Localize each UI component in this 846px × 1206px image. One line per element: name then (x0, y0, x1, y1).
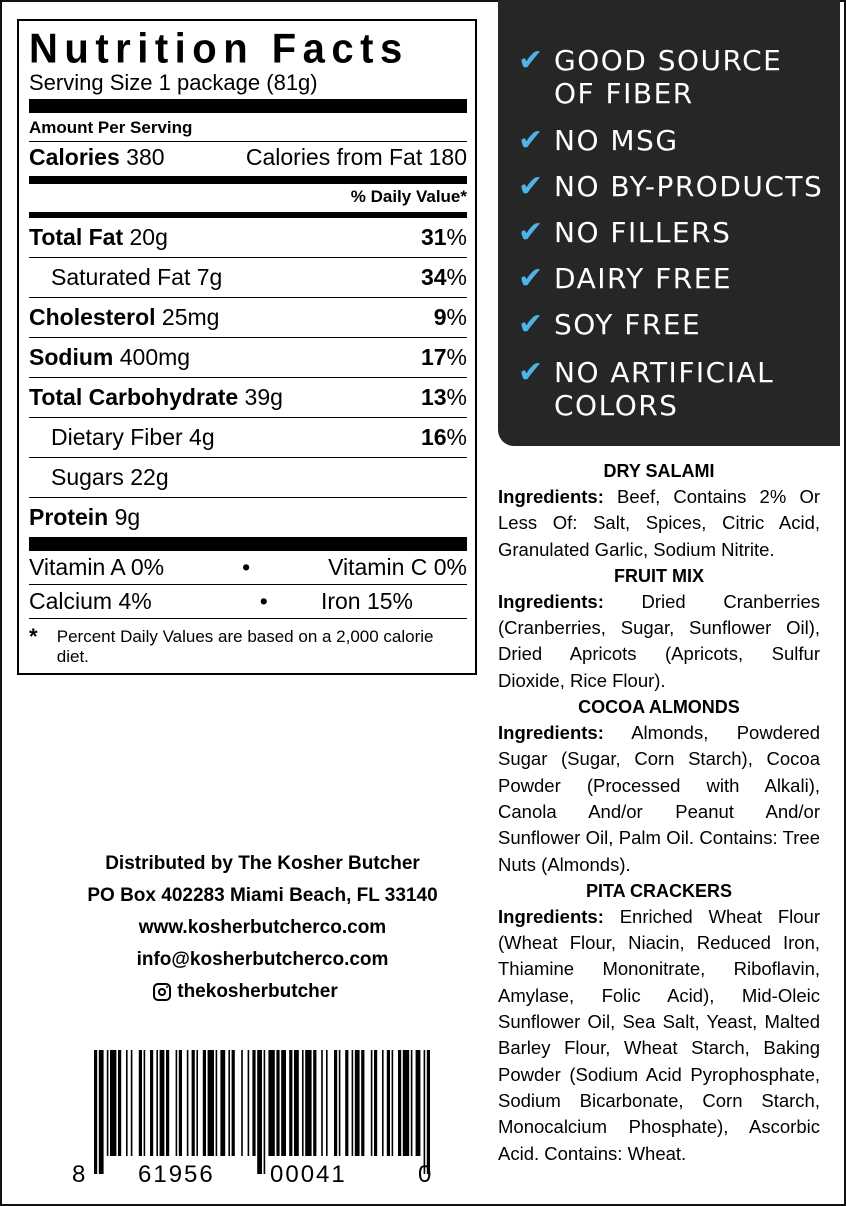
nutrient-amount: 400mg (119, 344, 191, 370)
vitamin-row (29, 551, 467, 584)
check-icon: ✔ (518, 355, 545, 390)
nutrient-label: Total Carbohydrate (29, 384, 239, 410)
ingredients-column (498, 458, 820, 1167)
nutrition-facts-title: Nutrition Facts (29, 25, 409, 73)
serving-size: Serving Size 1 package (81g) (29, 70, 318, 95)
vitamin-a: Vitamin A 0% (29, 554, 165, 580)
ingredients-label: Ingredients: (498, 905, 604, 927)
barcode-digits-left: 61956 (138, 1161, 215, 1188)
nutrient-row (29, 218, 467, 257)
calories-label: Calories (29, 144, 120, 170)
claim-text: GOOD SOURCE OF FIBER (554, 44, 783, 110)
claim-item (518, 308, 701, 341)
ingredients-text: Enriched Wheat Flour (Wheat Flour, Niacin, Reduced Iron, Thiamine Mononitrate, Riboflavin, Amylase, Folic Acid), Mid-Oleic Sunflower Oil, Sea Salt, Yeast, Malted Barley Flour, Wheat Starch, Baking Powder (Sodium Acid Pyrophosphate, Sodium Bicarbonate, Corn Starch, Monocalcium Phosphate), Ascorbic Acid. Contains: Wheat. (498, 905, 820, 1164)
claim-item (518, 262, 732, 295)
check-icon: ✔ (518, 43, 545, 78)
claim-item (518, 124, 679, 157)
barcode (72, 1050, 442, 1190)
claim-text: NO BY-PRODUCTS (554, 170, 824, 203)
nutrient-daily-value: 17% (420, 344, 467, 370)
vitamin-c: Vitamin C 0% (328, 554, 467, 580)
nutrient-row (29, 377, 467, 417)
claim-text: NO ARTIFICIAL COLORS (554, 356, 775, 422)
nutrient-label: Saturated Fat (51, 264, 191, 290)
claim-text: DAIRY FREE (554, 262, 733, 295)
amount-per-serving: Amount Per Serving (29, 118, 193, 137)
footnote-star: * (29, 624, 38, 649)
nutrient-label: Dietary Fiber (51, 424, 183, 450)
barcode-digit-end: 0 (418, 1161, 432, 1188)
nutrient-amount: 20g (129, 224, 168, 250)
divider (29, 618, 467, 619)
bullet: • (242, 554, 251, 580)
check-icon: ✔ (518, 261, 545, 296)
ingredient-section-title: DRY SALAMI (603, 461, 715, 481)
nutrient-label: Cholesterol (29, 304, 156, 330)
nutrient-row (29, 297, 467, 337)
nutrient-daily-value: 9% (433, 304, 467, 330)
nutrient-label: Sodium (29, 344, 114, 370)
ingredient-section-title: FRUIT MIX (614, 565, 704, 586)
website-link[interactable]: www.kosherbutcherco.com (138, 917, 387, 938)
nutrient-amount: 39g (244, 384, 283, 410)
nutrient-amount: 4g (189, 424, 215, 450)
bullet: • (259, 588, 268, 614)
nutrient-daily-value: 13% (420, 384, 467, 410)
distributor-name: Distributed by The Kosher Butcher (105, 853, 420, 874)
ingredients-text: Almonds, Powdered Sugar (Sugar, Corn Starch), Cocoa Powder (Processed with Alkali), Canola And/or Peanut And/or Sunflower Oil, Palm Oil. Contains: Tree Nuts (Almonds). (498, 722, 820, 875)
email-link[interactable]: info@kosherbutcherco.com (136, 949, 389, 970)
nutrient-row (29, 497, 467, 537)
calcium: Calcium 4% (29, 588, 152, 614)
barcode-digit-start: 8 (72, 1161, 86, 1188)
claims-panel (498, 0, 840, 446)
claim-item (518, 216, 731, 249)
claim-item (518, 170, 823, 203)
ingredients-text: Dried Cranberries (Cranberries, Sugar, Sunflower Oil), Dried Apricots (Apricots, Sulfur Dioxide, Rice Flour). (498, 590, 821, 691)
mineral-row (29, 585, 467, 618)
calories-row (29, 142, 467, 176)
nutrient-row (29, 257, 467, 297)
nutrient-list (29, 218, 467, 537)
nutrient-row (29, 417, 467, 457)
daily-value-header: % Daily Value* (350, 187, 467, 206)
check-icon: ✔ (518, 215, 545, 250)
instagram-icon (153, 983, 171, 1001)
calories-from-fat: Calories from Fat 180 (245, 144, 467, 170)
barcode-bars (94, 1050, 434, 1174)
nutrient-label: Protein (29, 504, 109, 530)
footnote-text: Percent Daily Values are based on a 2,000 calorie diet. (56, 627, 434, 666)
claim-item (518, 44, 782, 110)
claim-text: NO MSG (554, 124, 679, 157)
nutrient-daily-value: 16% (420, 424, 467, 450)
distributor-info (40, 848, 485, 1012)
ingredient-section-body (498, 484, 820, 563)
ingredient-section-title: COCOA ALMONDS (578, 697, 740, 718)
barcode-digits-right: 00041 (270, 1161, 347, 1188)
divider-medium (29, 176, 467, 184)
claim-text: SOY FREE (554, 308, 702, 341)
nutrition-facts-panel (17, 19, 477, 675)
claim-text: NO FILLERS (554, 216, 732, 249)
nutrient-daily-value: 31% (420, 224, 467, 250)
nutrient-amount: 9g (114, 504, 141, 530)
nutrient-label: Sugars (51, 464, 124, 490)
nutrient-label: Total Fat (29, 224, 124, 250)
ingredients-text: Beef, Contains 2% Or Less Of: Salt, Spices, Citric Acid, Granulated Garlic, Sodium Nitrite. (498, 486, 820, 560)
check-icon: ✔ (518, 123, 545, 158)
claim-item (518, 356, 774, 422)
nutrient-daily-value: 34% (420, 264, 467, 290)
iron: Iron 15% (320, 588, 413, 614)
nutrient-amount: 7g (196, 264, 223, 290)
calories-value: 380 (126, 144, 165, 170)
nutrient-row (29, 457, 467, 497)
footnote (29, 624, 467, 667)
ingredients-label: Ingredients: (498, 722, 604, 744)
ingredient-section-title: PITA CRACKERS (585, 880, 732, 901)
instagram-handle[interactable] (153, 976, 337, 1008)
ingredients-label: Ingredients: (498, 486, 604, 507)
ingredient-section-body (498, 904, 820, 1167)
divider-thick (29, 99, 467, 113)
check-icon: ✔ (518, 169, 545, 204)
nutrient-row (29, 337, 467, 377)
nutrient-amount: 22g (130, 464, 169, 490)
check-icon: ✔ (518, 307, 545, 342)
instagram-name: thekosherbutcher (177, 981, 338, 1002)
ingredients-label: Ingredients: (498, 590, 604, 612)
ingredient-section-body (498, 589, 820, 694)
ingredient-section-body (498, 720, 820, 878)
nutrient-amount: 25mg (161, 304, 220, 330)
distributor-address: PO Box 402283 Miami Beach, FL 33140 (87, 885, 438, 906)
divider-thick (29, 537, 467, 551)
